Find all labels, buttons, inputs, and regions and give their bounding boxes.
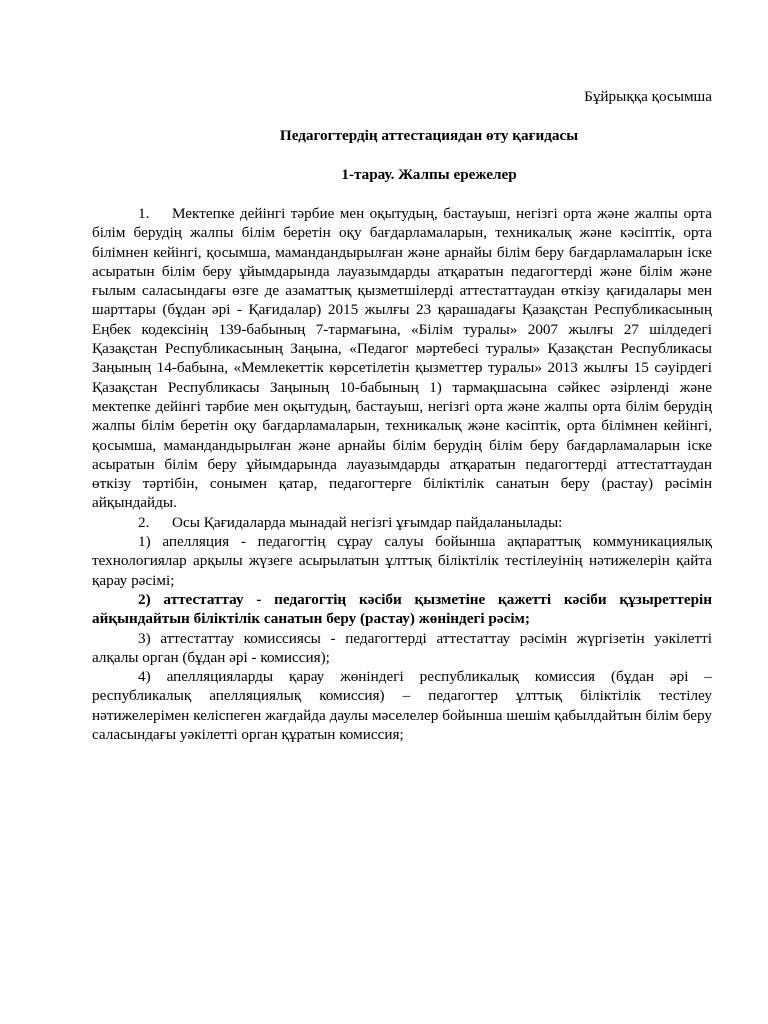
chapter-heading: 1-тарау. Жалпы ережелер xyxy=(341,166,517,183)
paragraph-number: 2. xyxy=(138,513,150,531)
paragraph-number: 1. xyxy=(138,205,150,222)
annex-label: Бұйрыққа қосымша xyxy=(584,88,712,105)
paragraph-text: Мектепке дейінгі тәрбие мен оқытудың, бастауыш, негізгі орта және жалпы орта білім берудің жалпы білім беретін оқу бағдарламаларын, техникалық және кәсіптік, орта білімнен кейінгі, қосымша, мамандандырылған және арнайы білім беру бағдарламаларын іске асыратын білім беру ұйымдарында лауазымдарды атқаратын педагогтерді және білім және ғылым саласындағы өзге де азаматтық қызметшілерді аттестаттаудан өткізу қағидалары мен шарттары (бұдан әрі - Қағидалар) 2015 жылғы 23 қарашадағы Қазақстан Республикасының Еңбек кодексінің 139-бабының 7-тармағына, «Білім туралы» 2007 жылғы 27 шілдедегі Қазақстан Республикасының Заңына, «Педагог мәртебесі туралы» Қазақстан Республикасы Заңының 14-бабына, «Мемлекеттік көрсетілетін қызметтер туралы» 2013 жылғы 15 сәуірдегі Қазақстан Республикасы Заңының 10-бабының 1) тармақшасына сәйкес әзірленді және мектепке дейінгі тәрбие мен оқытудың, бастауыш, негізгі орта және жалпы орта білім берудің жалпы білім беретін оқу бағдарламаларын, техникалық және кәсіптік, орта білімнен кейінгі, қосымша, мамандандырылған және арнайы білім берудің білім беру бағдарламаларын іске асыратын білім беру ұйымдарында лауазымдарды атқаратын педагогтерді аттестаттаудан өткізу тәртібін, сонымен қатар, педагогтерге біліктілік санатын беру (растау) рәсімін айқындайды. xyxy=(92,205,712,512)
definition-attestation: 2) аттестаттау - педагогтің кәсіби қызметіне қажетті кәсіби құзыреттерін айқындайтын біліктілік санатын беру (растау) жөніндегі рәсім; xyxy=(92,590,712,628)
paragraph-2 xyxy=(92,513,712,532)
document-title: Педагогтердің аттестациядан өту қағидасы xyxy=(279,127,579,144)
document-body xyxy=(92,204,712,744)
paragraph-text: Осы Қағидаларда мынадай негізгі ұғымдар пайдаланылады: xyxy=(172,513,563,531)
definition-attestation-commission: 3) аттестаттау комиссиясы - педагогтерді аттестаттау рәсімін жүргізетін уәкілетті алқалы орган (бұдан әрі - комиссия); xyxy=(92,629,712,666)
definition-appeal-commission: 4) апелляцияларды қарау жөніндегі республикалық комиссия (бұдан әрі – республикалық апелляциялық комиссия) – педагогтер ұлттық біліктілік тестілеу нәтижелерімен келіспеген жағдайда даулы мәселелер бойынша шешім қабылдайтын білім беру саласындағы уәкілетті орган құратын комиссия; xyxy=(92,668,712,744)
definition-appeal: 1) апелляция - педагогтің сұрау салуы бойынша ақпараттық коммуникациялық технологиялар арқылы жүзеге асырылатын ұлттық біліктілік тестілеуінің нәтижелерін қайта қарау рәсімі; xyxy=(92,533,712,589)
paragraph-1 xyxy=(92,204,712,513)
